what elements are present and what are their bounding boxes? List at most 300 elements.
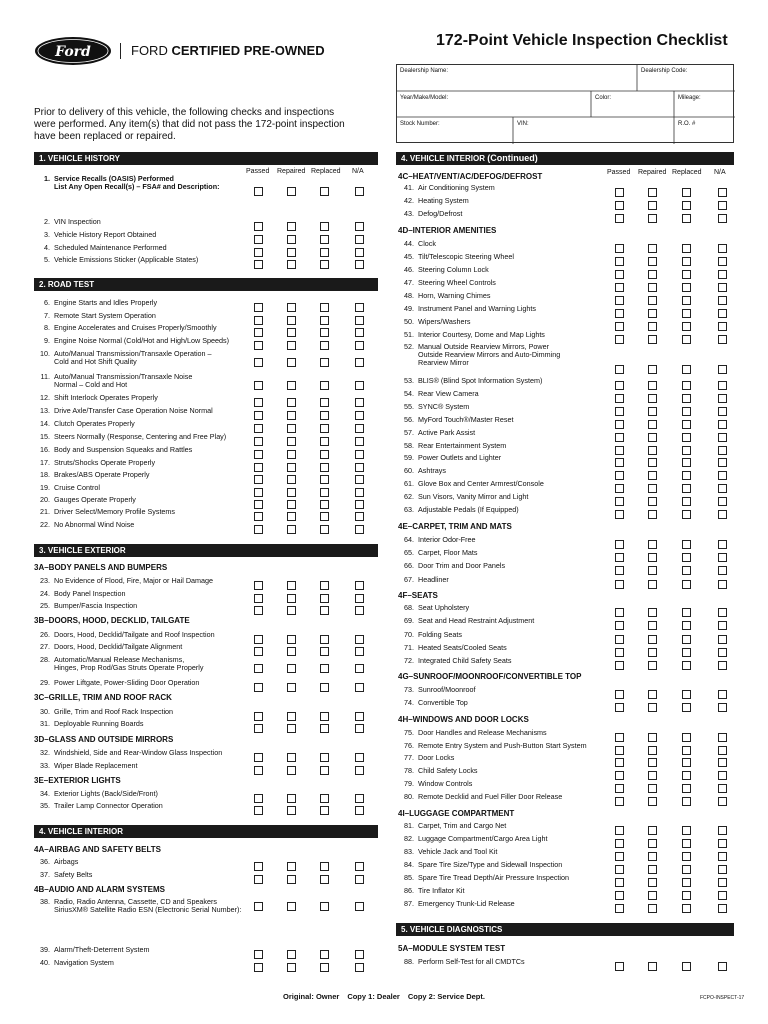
checkbox-n-a[interactable] [718, 407, 727, 416]
checkbox-n-a[interactable] [718, 394, 727, 403]
checkbox-passed[interactable] [615, 471, 624, 480]
checkbox-replaced[interactable] [320, 411, 329, 420]
checkbox-repaired[interactable] [648, 553, 657, 562]
checkbox-repaired[interactable] [648, 309, 657, 318]
checkbox-replaced[interactable] [682, 309, 691, 318]
checkbox-n-a[interactable] [718, 471, 727, 480]
checkbox-repaired[interactable] [287, 450, 296, 459]
checkbox-replaced[interactable] [682, 446, 691, 455]
checkbox-replaced[interactable] [320, 664, 329, 673]
checkbox-replaced[interactable] [320, 525, 329, 534]
checkbox-repaired[interactable] [648, 648, 657, 657]
checkbox-passed[interactable] [615, 365, 624, 374]
checkbox-n-a[interactable] [355, 712, 364, 721]
checkbox-n-a[interactable] [355, 950, 364, 959]
checkbox-repaired[interactable] [648, 381, 657, 390]
checkbox-passed[interactable] [254, 512, 263, 521]
checkbox-passed[interactable] [254, 437, 263, 446]
checkbox-repaired[interactable] [287, 358, 296, 367]
checkbox-n-a[interactable] [355, 724, 364, 733]
checkbox-replaced[interactable] [682, 188, 691, 197]
ro-number-field[interactable]: R.O. # [678, 121, 696, 127]
checkbox-passed[interactable] [615, 826, 624, 835]
checkbox-passed[interactable] [615, 553, 624, 562]
checkbox-repaired[interactable] [287, 341, 296, 350]
checkbox-n-a[interactable] [355, 341, 364, 350]
checkbox-n-a[interactable] [355, 222, 364, 231]
checkbox-repaired[interactable] [648, 771, 657, 780]
checkbox-passed[interactable] [615, 771, 624, 780]
checkbox-replaced[interactable] [320, 635, 329, 644]
checkbox-repaired[interactable] [287, 424, 296, 433]
checkbox-repaired[interactable] [648, 621, 657, 630]
checkbox-n-a[interactable] [355, 450, 364, 459]
checkbox-passed[interactable] [254, 794, 263, 803]
checkbox-repaired[interactable] [648, 746, 657, 755]
checkbox-repaired[interactable] [648, 580, 657, 589]
checkbox-passed[interactable] [615, 865, 624, 874]
checkbox-n-a[interactable] [718, 188, 727, 197]
checkbox-passed[interactable] [254, 450, 263, 459]
checkbox-n-a[interactable] [718, 891, 727, 900]
checkbox-passed[interactable] [254, 525, 263, 534]
checkbox-n-a[interactable] [718, 904, 727, 913]
checkbox-passed[interactable] [615, 420, 624, 429]
checkbox-n-a[interactable] [355, 488, 364, 497]
checkbox-passed[interactable] [615, 797, 624, 806]
checkbox-replaced[interactable] [682, 458, 691, 467]
checkbox-replaced[interactable] [682, 865, 691, 874]
checkbox-n-a[interactable] [718, 758, 727, 767]
checkbox-repaired[interactable] [287, 328, 296, 337]
checkbox-replaced[interactable] [320, 500, 329, 509]
checkbox-repaired[interactable] [287, 683, 296, 692]
checkbox-repaired[interactable] [648, 608, 657, 617]
checkbox-replaced[interactable] [682, 826, 691, 835]
checkbox-n-a[interactable] [355, 235, 364, 244]
checkbox-replaced[interactable] [682, 296, 691, 305]
checkbox-passed[interactable] [254, 398, 263, 407]
checkbox-passed[interactable] [254, 902, 263, 911]
checkbox-replaced[interactable] [682, 566, 691, 575]
checkbox-n-a[interactable] [355, 753, 364, 762]
checkbox-passed[interactable] [254, 381, 263, 390]
checkbox-repaired[interactable] [648, 283, 657, 292]
checkbox-repaired[interactable] [648, 733, 657, 742]
checkbox-replaced[interactable] [682, 852, 691, 861]
checkbox-replaced[interactable] [682, 510, 691, 519]
checkbox-passed[interactable] [615, 335, 624, 344]
checkbox-repaired[interactable] [648, 497, 657, 506]
checkbox-replaced[interactable] [320, 806, 329, 815]
checkbox-replaced[interactable] [682, 746, 691, 755]
checkbox-replaced[interactable] [320, 381, 329, 390]
checkbox-replaced[interactable] [682, 471, 691, 480]
checkbox-n-a[interactable] [355, 381, 364, 390]
checkbox-repaired[interactable] [287, 606, 296, 615]
checkbox-passed[interactable] [254, 500, 263, 509]
checkbox-replaced[interactable] [320, 437, 329, 446]
checkbox-replaced[interactable] [682, 365, 691, 374]
checkbox-replaced[interactable] [320, 398, 329, 407]
vin-field[interactable]: VIN: [517, 121, 529, 127]
checkbox-n-a[interactable] [355, 806, 364, 815]
checkbox-repaired[interactable] [287, 766, 296, 775]
checkbox-passed[interactable] [254, 647, 263, 656]
checkbox-passed[interactable] [615, 484, 624, 493]
checkbox-n-a[interactable] [355, 902, 364, 911]
checkbox-replaced[interactable] [320, 606, 329, 615]
checkbox-n-a[interactable] [718, 648, 727, 657]
checkbox-repaired[interactable] [287, 411, 296, 420]
checkbox-repaired[interactable] [287, 712, 296, 721]
checkbox-n-a[interactable] [718, 270, 727, 279]
checkbox-passed[interactable] [254, 316, 263, 325]
checkbox-replaced[interactable] [682, 553, 691, 562]
checkbox-repaired[interactable] [648, 214, 657, 223]
checkbox-replaced[interactable] [682, 771, 691, 780]
checkbox-repaired[interactable] [648, 962, 657, 971]
checkbox-passed[interactable] [615, 621, 624, 630]
checkbox-passed[interactable] [254, 187, 263, 196]
checkbox-repaired[interactable] [648, 433, 657, 442]
checkbox-n-a[interactable] [355, 187, 364, 196]
checkbox-replaced[interactable] [320, 358, 329, 367]
checkbox-n-a[interactable] [718, 244, 727, 253]
checkbox-n-a[interactable] [718, 214, 727, 223]
checkbox-passed[interactable] [254, 664, 263, 673]
checkbox-n-a[interactable] [355, 260, 364, 269]
checkbox-repaired[interactable] [287, 475, 296, 484]
checkbox-repaired[interactable] [648, 270, 657, 279]
checkbox-repaired[interactable] [648, 784, 657, 793]
checkbox-passed[interactable] [254, 724, 263, 733]
checkbox-n-a[interactable] [718, 201, 727, 210]
checkbox-n-a[interactable] [355, 525, 364, 534]
checkbox-passed[interactable] [615, 433, 624, 442]
checkbox-repaired[interactable] [648, 852, 657, 861]
checkbox-passed[interactable] [615, 381, 624, 390]
checkbox-passed[interactable] [615, 635, 624, 644]
checkbox-repaired[interactable] [287, 235, 296, 244]
checkbox-passed[interactable] [254, 753, 263, 762]
checkbox-passed[interactable] [615, 201, 624, 210]
checkbox-repaired[interactable] [287, 594, 296, 603]
checkbox-replaced[interactable] [682, 283, 691, 292]
checkbox-passed[interactable] [254, 950, 263, 959]
checkbox-repaired[interactable] [648, 878, 657, 887]
stock-number-field[interactable]: Stock Number: [400, 121, 440, 127]
checkbox-n-a[interactable] [355, 475, 364, 484]
checkbox-repaired[interactable] [287, 902, 296, 911]
checkbox-replaced[interactable] [682, 608, 691, 617]
checkbox-passed[interactable] [254, 358, 263, 367]
checkbox-repaired[interactable] [287, 381, 296, 390]
checkbox-passed[interactable] [615, 540, 624, 549]
checkbox-n-a[interactable] [718, 865, 727, 874]
checkbox-passed[interactable] [254, 635, 263, 644]
checkbox-passed[interactable] [254, 341, 263, 350]
checkbox-passed[interactable] [254, 411, 263, 420]
checkbox-replaced[interactable] [320, 450, 329, 459]
checkbox-repaired[interactable] [287, 303, 296, 312]
checkbox-replaced[interactable] [682, 214, 691, 223]
checkbox-passed[interactable] [254, 424, 263, 433]
checkbox-passed[interactable] [615, 746, 624, 755]
checkbox-n-a[interactable] [718, 283, 727, 292]
checkbox-repaired[interactable] [287, 463, 296, 472]
checkbox-passed[interactable] [615, 322, 624, 331]
checkbox-passed[interactable] [615, 394, 624, 403]
checkbox-repaired[interactable] [287, 794, 296, 803]
checkbox-repaired[interactable] [648, 510, 657, 519]
checkbox-passed[interactable] [615, 257, 624, 266]
checkbox-n-a[interactable] [718, 540, 727, 549]
checkbox-n-a[interactable] [718, 784, 727, 793]
checkbox-passed[interactable] [254, 328, 263, 337]
checkbox-n-a[interactable] [355, 862, 364, 871]
checkbox-passed[interactable] [254, 875, 263, 884]
checkbox-repaired[interactable] [287, 950, 296, 959]
checkbox-replaced[interactable] [682, 257, 691, 266]
checkbox-n-a[interactable] [718, 484, 727, 493]
checkbox-repaired[interactable] [287, 500, 296, 509]
checkbox-n-a[interactable] [355, 594, 364, 603]
checkbox-n-a[interactable] [355, 500, 364, 509]
checkbox-passed[interactable] [615, 188, 624, 197]
checkbox-replaced[interactable] [682, 201, 691, 210]
checkbox-replaced[interactable] [682, 797, 691, 806]
checkbox-replaced[interactable] [682, 335, 691, 344]
checkbox-repaired[interactable] [287, 862, 296, 871]
checkbox-repaired[interactable] [287, 222, 296, 231]
checkbox-passed[interactable] [254, 594, 263, 603]
checkbox-n-a[interactable] [718, 608, 727, 617]
checkbox-repaired[interactable] [287, 488, 296, 497]
checkbox-passed[interactable] [615, 407, 624, 416]
checkbox-n-a[interactable] [718, 621, 727, 630]
year-make-model-field[interactable]: Year/Make/Model: [400, 95, 449, 101]
checkbox-n-a[interactable] [718, 510, 727, 519]
checkbox-n-a[interactable] [718, 733, 727, 742]
checkbox-repaired[interactable] [648, 201, 657, 210]
checkbox-n-a[interactable] [355, 794, 364, 803]
checkbox-replaced[interactable] [320, 862, 329, 871]
checkbox-n-a[interactable] [355, 398, 364, 407]
checkbox-passed[interactable] [615, 497, 624, 506]
checkbox-passed[interactable] [615, 608, 624, 617]
checkbox-n-a[interactable] [355, 248, 364, 257]
checkbox-replaced[interactable] [682, 661, 691, 670]
checkbox-replaced[interactable] [682, 733, 691, 742]
checkbox-repaired[interactable] [648, 566, 657, 575]
checkbox-replaced[interactable] [682, 244, 691, 253]
checkbox-replaced[interactable] [682, 621, 691, 630]
checkbox-replaced[interactable] [682, 580, 691, 589]
checkbox-passed[interactable] [254, 766, 263, 775]
checkbox-passed[interactable] [615, 309, 624, 318]
checkbox-n-a[interactable] [718, 703, 727, 712]
mileage-field[interactable]: Mileage: [678, 95, 701, 101]
checkbox-passed[interactable] [615, 446, 624, 455]
checkbox-replaced[interactable] [682, 635, 691, 644]
checkbox-repaired[interactable] [648, 244, 657, 253]
checkbox-repaired[interactable] [287, 753, 296, 762]
checkbox-replaced[interactable] [682, 484, 691, 493]
checkbox-n-a[interactable] [355, 303, 364, 312]
checkbox-n-a[interactable] [718, 635, 727, 644]
checkbox-passed[interactable] [615, 703, 624, 712]
checkbox-replaced[interactable] [682, 322, 691, 331]
checkbox-n-a[interactable] [355, 328, 364, 337]
checkbox-passed[interactable] [615, 690, 624, 699]
checkbox-passed[interactable] [254, 963, 263, 972]
checkbox-replaced[interactable] [682, 839, 691, 848]
checkbox-passed[interactable] [615, 580, 624, 589]
color-field[interactable]: Color: [595, 95, 612, 101]
checkbox-n-a[interactable] [718, 580, 727, 589]
checkbox-passed[interactable] [254, 862, 263, 871]
checkbox-repaired[interactable] [287, 664, 296, 673]
checkbox-n-a[interactable] [355, 463, 364, 472]
checkbox-replaced[interactable] [682, 878, 691, 887]
checkbox-replaced[interactable] [682, 648, 691, 657]
checkbox-passed[interactable] [615, 962, 624, 971]
checkbox-repaired[interactable] [648, 394, 657, 403]
checkbox-n-a[interactable] [718, 878, 727, 887]
checkbox-n-a[interactable] [355, 766, 364, 775]
checkbox-n-a[interactable] [718, 381, 727, 390]
checkbox-replaced[interactable] [682, 433, 691, 442]
checkbox-repaired[interactable] [648, 296, 657, 305]
checkbox-passed[interactable] [254, 260, 263, 269]
checkbox-replaced[interactable] [320, 950, 329, 959]
checkbox-repaired[interactable] [648, 865, 657, 874]
checkbox-passed[interactable] [254, 806, 263, 815]
checkbox-repaired[interactable] [648, 446, 657, 455]
checkbox-n-a[interactable] [718, 433, 727, 442]
checkbox-replaced[interactable] [320, 235, 329, 244]
checkbox-n-a[interactable] [718, 257, 727, 266]
checkbox-repaired[interactable] [648, 407, 657, 416]
checkbox-replaced[interactable] [320, 303, 329, 312]
checkbox-n-a[interactable] [718, 746, 727, 755]
checkbox-passed[interactable] [254, 712, 263, 721]
checkbox-n-a[interactable] [718, 296, 727, 305]
checkbox-repaired[interactable] [287, 963, 296, 972]
checkbox-n-a[interactable] [718, 322, 727, 331]
checkbox-repaired[interactable] [287, 512, 296, 521]
checkbox-replaced[interactable] [320, 316, 329, 325]
checkbox-passed[interactable] [254, 475, 263, 484]
checkbox-repaired[interactable] [648, 690, 657, 699]
checkbox-replaced[interactable] [682, 690, 691, 699]
checkbox-replaced[interactable] [320, 581, 329, 590]
checkbox-n-a[interactable] [718, 309, 727, 318]
checkbox-n-a[interactable] [355, 875, 364, 884]
checkbox-n-a[interactable] [718, 690, 727, 699]
checkbox-repaired[interactable] [287, 635, 296, 644]
checkbox-replaced[interactable] [682, 420, 691, 429]
checkbox-replaced[interactable] [320, 594, 329, 603]
checkbox-passed[interactable] [615, 839, 624, 848]
checkbox-repaired[interactable] [287, 316, 296, 325]
checkbox-n-a[interactable] [355, 635, 364, 644]
checkbox-passed[interactable] [254, 303, 263, 312]
checkbox-n-a[interactable] [355, 512, 364, 521]
checkbox-n-a[interactable] [355, 647, 364, 656]
checkbox-n-a[interactable] [718, 420, 727, 429]
checkbox-n-a[interactable] [718, 962, 727, 971]
checkbox-repaired[interactable] [648, 458, 657, 467]
checkbox-passed[interactable] [615, 733, 624, 742]
checkbox-repaired[interactable] [648, 797, 657, 806]
checkbox-passed[interactable] [615, 510, 624, 519]
checkbox-replaced[interactable] [682, 497, 691, 506]
checkbox-replaced[interactable] [320, 794, 329, 803]
checkbox-repaired[interactable] [287, 248, 296, 257]
checkbox-passed[interactable] [615, 878, 624, 887]
checkbox-repaired[interactable] [287, 806, 296, 815]
checkbox-repaired[interactable] [648, 703, 657, 712]
checkbox-replaced[interactable] [682, 962, 691, 971]
checkbox-passed[interactable] [254, 683, 263, 692]
dealership-code-field[interactable]: Dealership Code: [641, 68, 688, 74]
checkbox-replaced[interactable] [682, 703, 691, 712]
checkbox-passed[interactable] [254, 222, 263, 231]
checkbox-replaced[interactable] [320, 647, 329, 656]
checkbox-repaired[interactable] [648, 891, 657, 900]
checkbox-passed[interactable] [254, 235, 263, 244]
checkbox-repaired[interactable] [648, 188, 657, 197]
checkbox-repaired[interactable] [287, 260, 296, 269]
checkbox-passed[interactable] [254, 488, 263, 497]
checkbox-replaced[interactable] [320, 724, 329, 733]
checkbox-replaced[interactable] [320, 475, 329, 484]
checkbox-replaced[interactable] [320, 963, 329, 972]
checkbox-n-a[interactable] [355, 963, 364, 972]
checkbox-repaired[interactable] [287, 437, 296, 446]
checkbox-repaired[interactable] [648, 904, 657, 913]
checkbox-n-a[interactable] [718, 497, 727, 506]
checkbox-passed[interactable] [615, 244, 624, 253]
checkbox-n-a[interactable] [718, 566, 727, 575]
checkbox-repaired[interactable] [287, 525, 296, 534]
checkbox-passed[interactable] [254, 248, 263, 257]
checkbox-passed[interactable] [615, 661, 624, 670]
checkbox-repaired[interactable] [648, 826, 657, 835]
checkbox-repaired[interactable] [648, 758, 657, 767]
checkbox-passed[interactable] [615, 214, 624, 223]
checkbox-replaced[interactable] [320, 753, 329, 762]
checkbox-repaired[interactable] [648, 257, 657, 266]
checkbox-n-a[interactable] [718, 458, 727, 467]
checkbox-replaced[interactable] [320, 260, 329, 269]
checkbox-n-a[interactable] [718, 365, 727, 374]
checkbox-n-a[interactable] [718, 335, 727, 344]
checkbox-n-a[interactable] [718, 553, 727, 562]
checkbox-n-a[interactable] [718, 771, 727, 780]
checkbox-passed[interactable] [254, 581, 263, 590]
checkbox-n-a[interactable] [355, 437, 364, 446]
checkbox-passed[interactable] [615, 566, 624, 575]
checkbox-passed[interactable] [615, 784, 624, 793]
checkbox-replaced[interactable] [320, 512, 329, 521]
checkbox-passed[interactable] [615, 296, 624, 305]
checkbox-n-a[interactable] [355, 606, 364, 615]
checkbox-n-a[interactable] [355, 581, 364, 590]
checkbox-replaced[interactable] [682, 407, 691, 416]
